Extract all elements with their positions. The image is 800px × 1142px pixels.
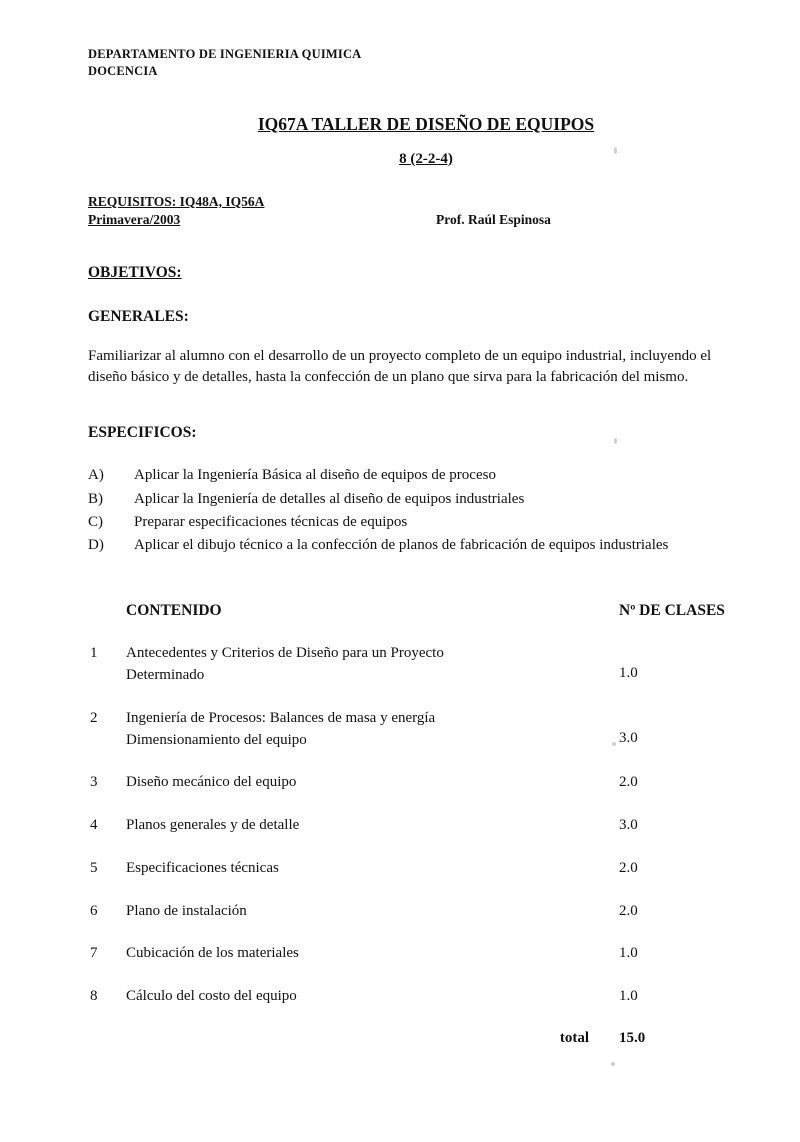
list-item	[88, 488, 748, 511]
row-classes-value: 2.0	[619, 902, 638, 919]
row-number: 8	[90, 988, 98, 1005]
row-classes	[613, 857, 748, 900]
row-topic: Cubicación de los materiales	[126, 945, 299, 962]
row-classes	[613, 985, 748, 1028]
requirements-label: REQUISITOS: IQ48A, IQ56A	[88, 193, 265, 209]
row-number: 5	[90, 859, 98, 876]
row-classes	[613, 707, 748, 772]
specific-objectives-heading: ESPECIFICOS:	[88, 424, 197, 442]
list-item	[88, 464, 748, 487]
row-classes-value: 2.0	[619, 774, 638, 791]
list-item-text: Aplicar el dibujo técnico a la confección de planos de fabricación de equipos industriales	[134, 537, 669, 554]
column-header-number	[88, 601, 125, 642]
row-classes-value: 1.0	[619, 988, 638, 1005]
column-header-classes: Nº DE CLASES	[619, 602, 725, 620]
row-topic-line2: Dimensionamiento del equipo	[126, 731, 307, 748]
table-row	[88, 942, 748, 985]
general-objectives-heading: GENERALES:	[88, 307, 189, 325]
course-credits: 8 (2-2-4)	[399, 150, 453, 167]
table-row	[88, 707, 748, 772]
list-item	[88, 511, 748, 534]
row-topic: Plano de instalación	[126, 902, 247, 919]
specific-objectives-list	[88, 464, 748, 557]
row-topic-line2: Determinado	[126, 667, 205, 684]
list-item-key: B)	[88, 490, 103, 507]
term-label: Primavera/2003	[88, 211, 181, 227]
row-topic	[125, 707, 613, 772]
row-classes	[613, 942, 748, 985]
row-classes-value: 3.0	[619, 817, 638, 834]
row-number: 4	[90, 817, 98, 834]
row-number: 2	[90, 709, 98, 726]
contents-table	[88, 601, 748, 1049]
table-total-row	[88, 1028, 748, 1050]
row-number: 3	[90, 774, 98, 791]
row-topic: Planos generales y de detalle	[126, 817, 300, 834]
list-item-text: Aplicar la Ingeniería de detalles al diseño de equipos industriales	[134, 490, 525, 507]
row-topic-line1: Ingeniería de Procesos: Balances de masa y energía	[126, 709, 436, 726]
page-title: IQ67A TALLER DE DISEÑO DE EQUIPOS	[257, 113, 595, 134]
department-header	[88, 46, 748, 80]
list-item-key: A)	[88, 467, 104, 484]
row-classes-value: 1.0	[619, 945, 638, 962]
total-spacer	[88, 1028, 125, 1050]
department-unit: DOCENCIA	[88, 63, 158, 78]
row-topic: Diseño mecánico del equipo	[126, 774, 297, 791]
table-row	[88, 857, 748, 900]
total-value: 15.0	[619, 1029, 646, 1046]
table-row	[88, 771, 748, 814]
column-header-topic: CONTENIDO	[126, 602, 222, 620]
table-header-row	[88, 601, 748, 642]
professor-label: Prof. Raúl Espinosa	[436, 211, 551, 227]
row-topic	[125, 642, 613, 707]
table-row	[88, 642, 748, 707]
row-classes-value: 2.0	[619, 859, 638, 876]
row-classes-value: 1.0	[619, 665, 638, 682]
document-body	[88, 46, 748, 1050]
list-item	[88, 534, 748, 557]
row-number: 6	[90, 902, 98, 919]
requirements-block	[88, 194, 748, 228]
department-name: DEPARTAMENTO DE INGENIERIA QUIMICA	[88, 47, 362, 61]
objectives-heading: OBJETIVOS:	[88, 263, 182, 281]
list-item-text: Preparar especificaciones técnicas de equipos	[134, 513, 408, 530]
table-row	[88, 900, 748, 943]
row-topic-line1: Antecedentes y Criterios de Diseño para un Proyecto	[126, 645, 444, 662]
row-number: 7	[90, 945, 98, 962]
table-row	[88, 814, 748, 857]
row-number: 1	[90, 645, 98, 662]
table-row	[88, 985, 748, 1028]
row-topic: Cálculo del costo del equipo	[126, 988, 297, 1005]
total-label: total	[559, 1029, 589, 1046]
list-item-text: Aplicar la Ingeniería Básica al diseño de equipos de proceso	[134, 467, 496, 484]
row-classes	[613, 642, 748, 707]
row-classes-value: 3.0	[619, 729, 638, 746]
general-objectives-text: Familiarizar al alumno con el desarrollo de un proyecto completo de un equipo industrial, incluyendo el diseño básico y de detalles, hasta la confección de un plano que sirva para la fabricación del mismo.	[88, 347, 712, 386]
row-classes	[613, 900, 748, 943]
row-classes	[613, 771, 748, 814]
list-item-key: C)	[88, 513, 103, 530]
scan-speck	[611, 1062, 615, 1066]
list-item-key: D)	[88, 537, 104, 554]
row-classes	[613, 814, 748, 857]
row-topic: Especificaciones técnicas	[126, 859, 279, 876]
